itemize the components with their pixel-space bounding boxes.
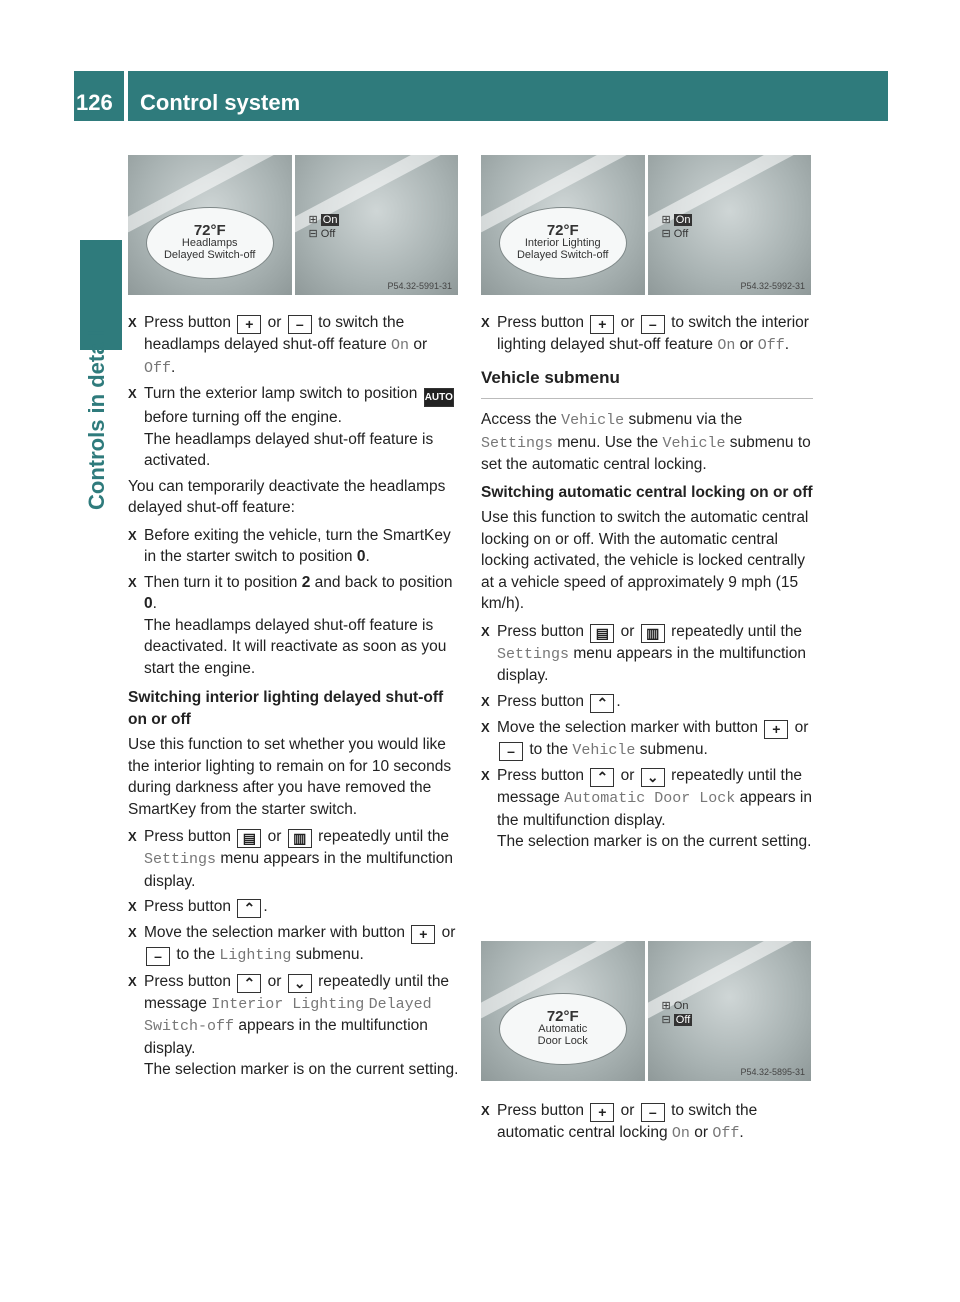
right-column — [481, 312, 813, 857]
list-item: X Press button + or – to switch the automatic central locking On or Off. — [481, 1102, 758, 1142]
menu-back-icon: ▤ — [237, 829, 261, 848]
list-item: X Press button ▤ or ▥ repeatedly until the Settings menu appears in the multifunction display. — [128, 828, 453, 890]
down-button-icon: ⌄ — [641, 768, 665, 787]
menu-forward-icon: ▥ — [641, 624, 665, 643]
list-item: X Press button ▤ or ▥ repeatedly until the Settings menu appears in the multifunction display. — [481, 622, 806, 684]
up-button-icon: ⌃ — [590, 768, 614, 787]
auto-icon: AUTO — [424, 388, 454, 407]
minus-button-icon: – — [146, 947, 170, 966]
up-button-icon: ⌃ — [590, 694, 614, 713]
paragraph: Use this function to switch the automatic central locking on or off. With the automatic central locking activated, the vehicle is locked centrally at a vehicle speed of approximately 9 mph (15 km/h). — [481, 509, 809, 612]
header-divider — [124, 71, 128, 121]
display-panel-left: 72°F Interior Lighting Delayed Switch-off — [481, 155, 645, 295]
up-button-icon: ⌃ — [237, 974, 261, 993]
minus-button-icon: – — [641, 315, 665, 334]
plus-button-icon: + — [590, 1103, 614, 1122]
paragraph: Use this function to set whether you would like the interior lighting to remain on for 10 seconds during darkness after you have removed the SmartKey from the starter switch. — [128, 736, 452, 818]
minus-button-icon: – — [641, 1103, 665, 1122]
list-item: X Move the selection marker with button + or – to the Lighting submenu. — [128, 924, 456, 964]
plus-button-icon: + — [764, 720, 788, 739]
display-panel-right: ⊞ On ⊟ Off P54.32-5895-31 — [648, 941, 812, 1081]
right-column-bottom — [481, 1100, 813, 1149]
up-button-icon: ⌃ — [237, 899, 261, 918]
left-column — [128, 312, 460, 1085]
paragraph: Access the Vehicle submenu via the Settings menu. Use the Vehicle submenu to set the automatic central locking. — [481, 411, 811, 473]
menu-back-icon: ▤ — [590, 624, 614, 643]
sidebar-label: Controls in detail — [84, 330, 109, 510]
display-panel-left: 72°F Automatic Door Lock — [481, 941, 645, 1081]
menu-forward-icon: ▥ — [288, 829, 312, 848]
subsection-heading: Switching automatic central locking on or off — [481, 483, 813, 501]
list-item: X Press button ⌃ . — [128, 898, 268, 916]
plus-button-icon: + — [411, 925, 435, 944]
plus-button-icon: + — [590, 315, 614, 334]
list-item: X Before exiting the vehicle, turn the SmartKey in the starter switch to position 0. — [128, 526, 451, 565]
down-button-icon: ⌄ — [288, 974, 312, 993]
list-item: X Press button ⌃ or ⌄ repeatedly until the message Interior Lighting Delayed Switch-off appears in the multifunction display. The selection marker is on the current setting. — [128, 972, 459, 1078]
list-item: X Press button ⌃ . — [481, 692, 621, 711]
display-panel-right: ⊞ On ⊟ Off P54.32-5991-31 — [295, 155, 459, 295]
section-heading: Switching interior lighting delayed shut-off on or off — [128, 689, 444, 728]
list-item: X Press button + or – to switch the headlamps delayed shut-off feature On or Off. — [128, 314, 428, 377]
list-item: X Then turn it to position 2 and back to position 0. The headlamps delayed shut-off feature is deactivated. It will reactivate as soon as you start the engine. — [128, 573, 453, 677]
display-panel-right: ⊞ On ⊟ Off P54.32-5992-31 — [648, 155, 812, 295]
list-item: X Turn the exterior lamp switch to position AUTO before turning off the engine. The headlamps delayed shut-off feature is activated. — [128, 385, 453, 469]
page-number: 126 — [76, 90, 113, 115]
list-item: X Move the selection marker with button + or – to the Vehicle submenu. — [481, 718, 809, 759]
list-item: X Press button + or – to switch the interior lighting delayed shut-off feature On or Off. — [481, 314, 809, 354]
minus-button-icon: – — [499, 742, 523, 761]
minus-button-icon: – — [288, 315, 312, 334]
list-item: X Press button ⌃ or ⌄ repeatedly until the message Automatic Door Lock appears in the multifunction display. The selection marker is on the current setting. — [481, 767, 812, 850]
section-heading: Vehicle submenu — [481, 367, 813, 400]
plus-button-icon: + — [237, 315, 261, 334]
figure-headlamps — [128, 155, 458, 295]
figure-door-lock — [481, 941, 811, 1081]
display-panel-left: 72°F Headlamps Delayed Switch-off — [128, 155, 292, 295]
page-title: Control system — [140, 90, 301, 115]
paragraph: You can temporarily deactivate the headlamps delayed shut-off feature: — [128, 477, 446, 516]
figure-interior-lighting — [481, 155, 811, 295]
